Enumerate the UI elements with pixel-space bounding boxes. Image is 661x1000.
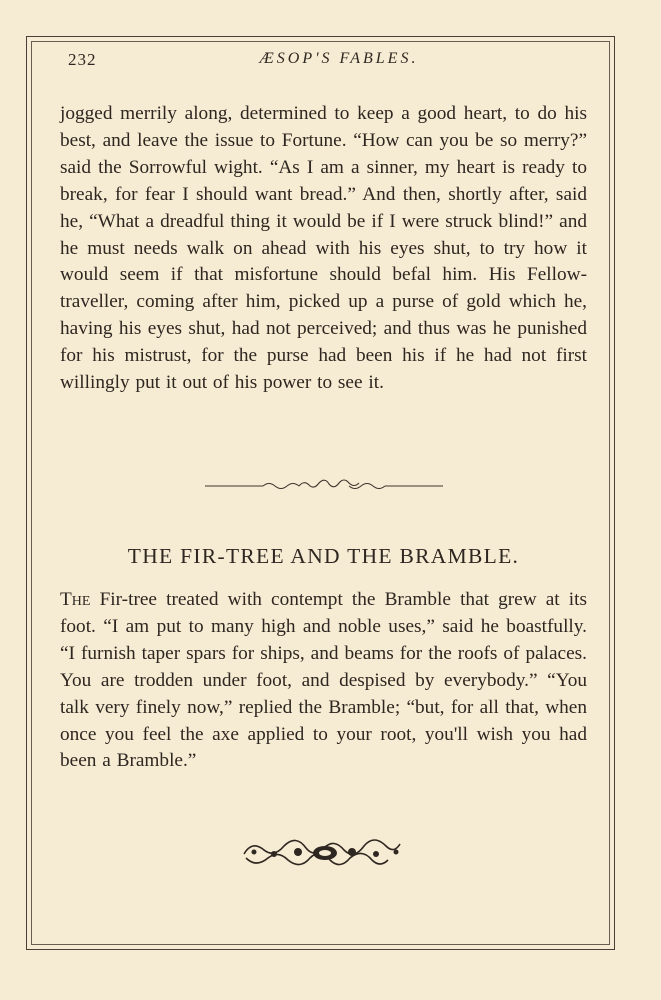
fable-title: THE FIR-TREE AND THE BRAMBLE. (127, 544, 520, 568)
fable-paragraph (60, 587, 587, 775)
tailpiece-ornament (240, 834, 410, 872)
running-title: ÆSOP'S FABLES. (259, 50, 419, 67)
running-header (60, 50, 600, 74)
page-number: 232 (68, 50, 97, 69)
fable-text: Fir-tree treated with contempt the Bramble that grew at its foot. “I am put to many high and noble uses,” said he boastfully. “I furnish taper spars for ships, and beams for the roofs of palaces. You are trodden under foot, and despised by everybody.” “You talk very finely now,” replied the Bramble; “but, for all that, when once you feel the axe applied to your root, you'll wish you had been a Bramble.” (60, 589, 587, 772)
continued-paragraph: jogged merrily along, determined to keep a good heart, to do his best, and leave the issue to Fortune. “How can you be so merry?” said the Sorrowful wight. “As I am a sinner, my heart is ready to break, for fear I should want bread.” And then, shortly after, said he, “What a dreadful thing it would be if I were struck blind!” and he must needs walk on ahead with his eyes shut, to try how it would seem if that misfortune should befal him. His Fellow-traveller, coming after him, picked up a purse of gold which he, having his eyes shut, had not perceived; and thus was he punished for his mistrust, for the purse had been his if he had not first willingly put it out of his power to see it. (60, 103, 587, 394)
fable-opening-word: The (60, 589, 91, 610)
section-divider-ornament (205, 476, 443, 496)
